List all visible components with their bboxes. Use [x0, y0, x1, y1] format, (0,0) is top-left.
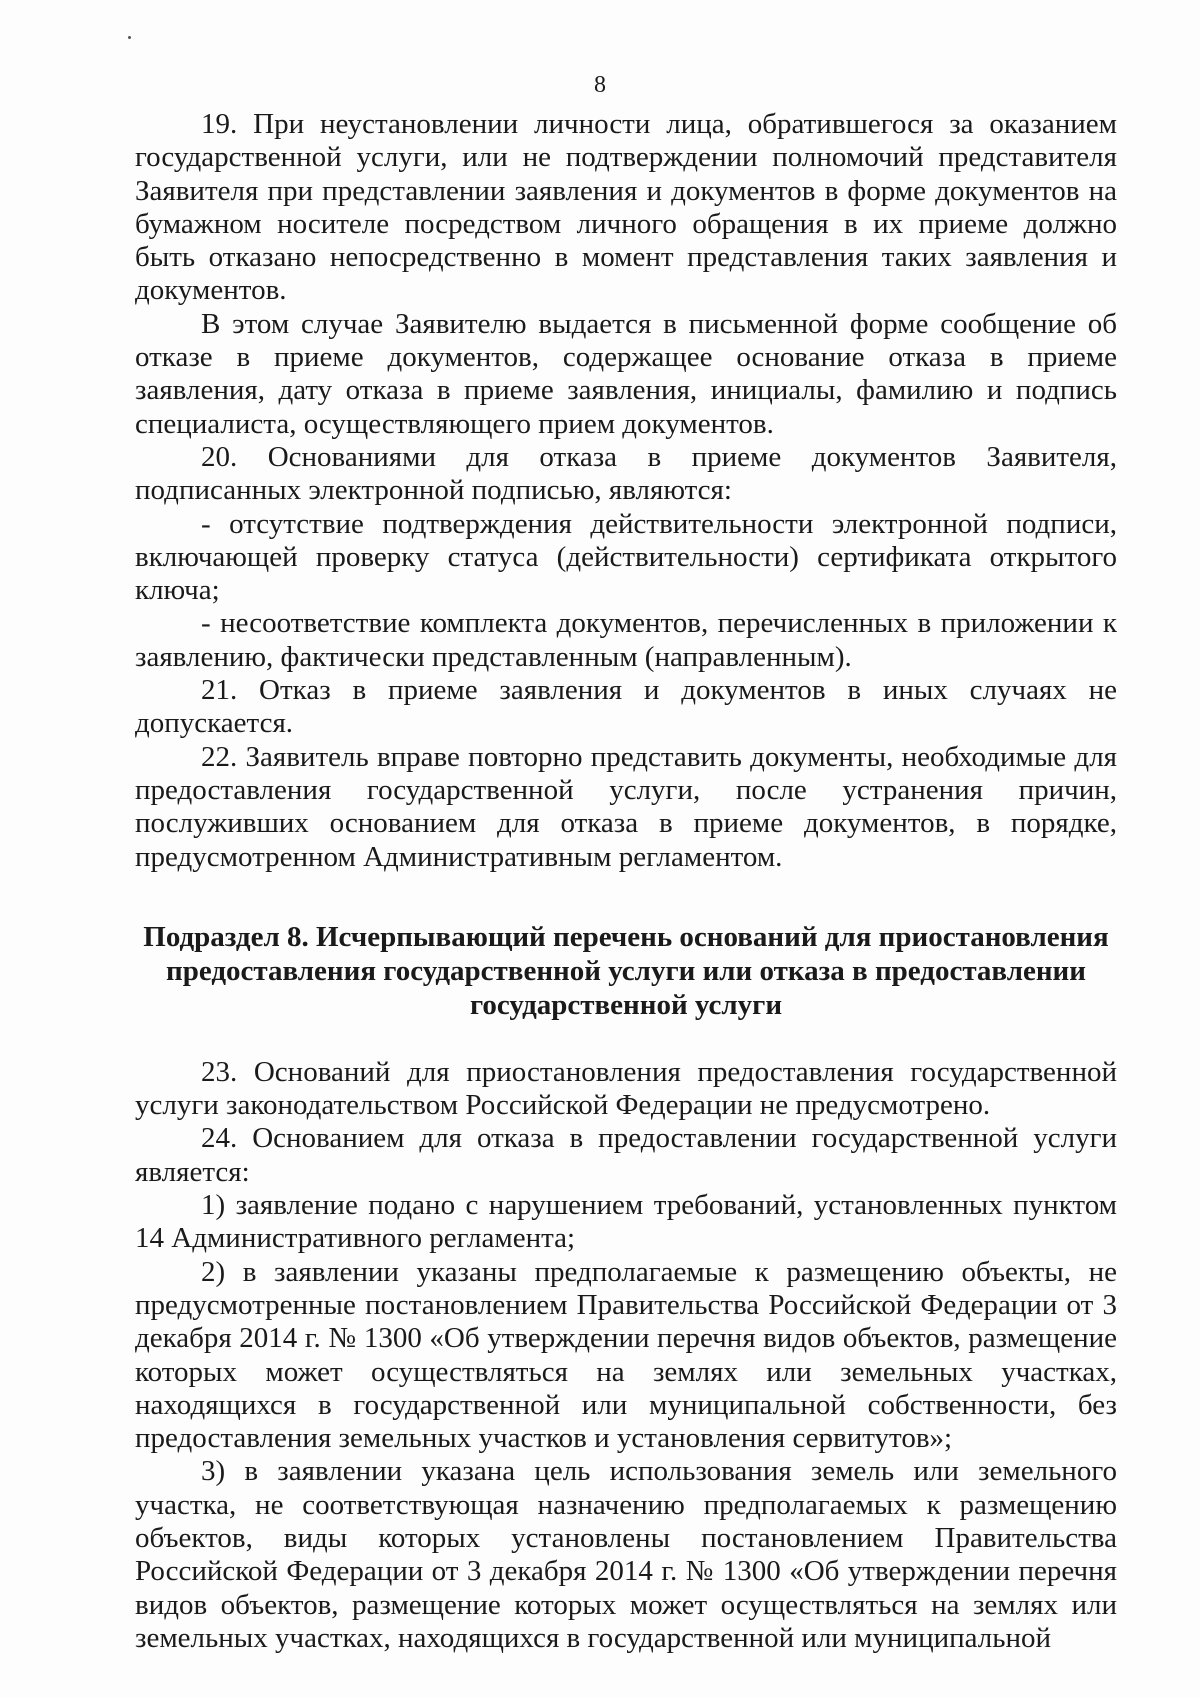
section-heading: [135, 920, 1117, 1022]
paragraph-20: 20. Основаниями для отказа в приеме документов Заявителя, подписанных электронной подписью, являются:: [135, 440, 1117, 507]
paragraph-24-item-1: 1) заявление подано с нарушением требований, установленных пунктом 14 Административного регламента;: [135, 1189, 1117, 1255]
paragraph-19-refusal-notice: В этом случае Заявителю выдается в письменной форме сообщение об отказе в приеме документов, содержащее основание отказа в приеме заявления, дату отказа в приеме заявления, инициалы, фамилию и подпись специалиста, осуществляющего прием документов.: [135, 307, 1117, 440]
paragraph-24-item-2: 2) в заявлении указаны предполагаемые к размещению объекты, не предусмотренные постановлением Правительства Российской Федерации от 3 декабря 2014 г. № 1300 «Об утверждении перечня видов объектов, размещение которых может осуществляться на землях или земельных участках, находящихся в государственной или муниципальной собственности, без предоставления земельных участков и установления сервитутов»;: [135, 1255, 1117, 1455]
section-heading-line: государственной услуги: [469, 988, 783, 1021]
page-number: 8: [594, 72, 606, 98]
section-heading-line: Подраздел 8. Исчерпывающий перечень оснований для приостановления: [143, 920, 1109, 953]
document-body: [135, 108, 1117, 1655]
paragraph-20-item-1: - отсутствие подтверждения действительности электронной подписи, включающей проверку статуса (действительности) сертификата открытого ключа;: [135, 507, 1117, 607]
paragraph-24: 24. Основанием для отказа в предоставлении государственной услуги является:: [135, 1122, 1117, 1188]
paragraph-23: 23. Оснований для приостановления предоставления государственной услуги законодательством Российской Федерации не предусмотрено.: [135, 1055, 1117, 1122]
section-heading-line: предоставления государственной услуги или отказа в предоставлении: [166, 954, 1086, 987]
scan-speck: [128, 36, 131, 39]
paragraph-24-item-3: 3) в заявлении указана цель использования земель или земельного участка, не соответствующая назначению предполагаемых к размещению объектов, виды которых установлены постановлением Правительства Российской Федерации от 3 декабря 2014 г. № 1300 «Об утверждении перечня видов объектов, размещение которых может осуществляться на землях или земельных участках, находящихся в государственной или муниципальной: [135, 1455, 1117, 1654]
paragraph-21: 21. Отказ в приеме заявления и документов в иных случаях не допускается.: [135, 674, 1117, 740]
paragraph-20-item-2: - несоответствие комплекта документов, перечисленных в приложении к заявлению, фактически представленным (направленным).: [135, 607, 1117, 673]
paragraph-22: 22. Заявитель вправе повторно представить документы, необходимые для предоставления государственной услуги, после устранения причин, послуживших основанием для отказа в приеме документов, в порядке, предусмотренном Административным регламентом.: [135, 740, 1117, 873]
paragraph-19: 19. При неустановлении личности лица, обратившегося за оказанием государственной услуги, или не подтверждении полномочий представителя Заявителя при представлении заявления и документов в форме документов на бумажном носителе посредством личного обращения в их приеме должно быть отказано непосредственно в момент представления таких заявления и документов.: [135, 108, 1117, 307]
